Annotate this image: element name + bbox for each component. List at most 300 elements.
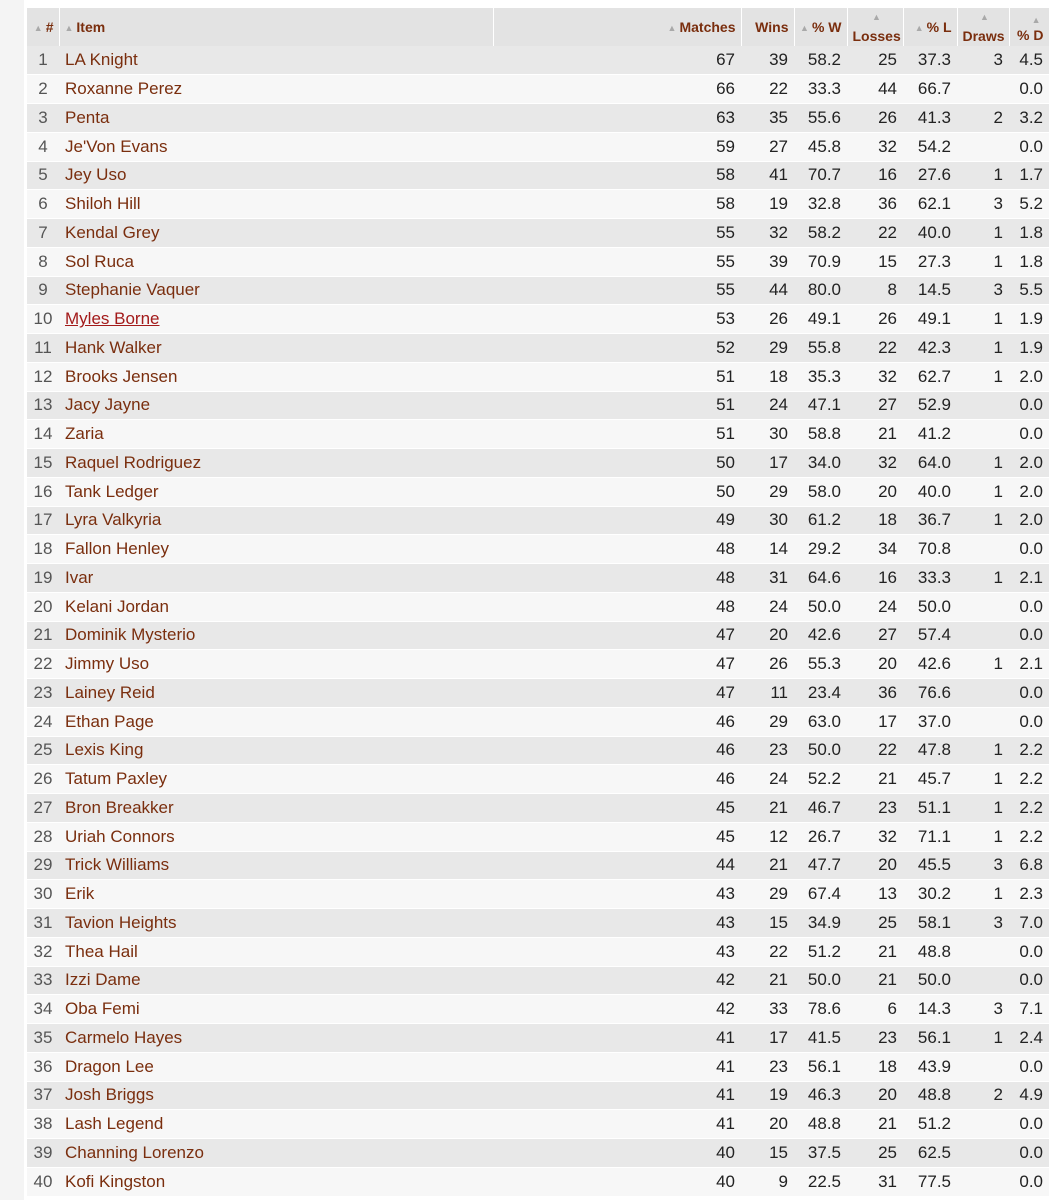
draws-cell: 3 [957,46,1009,75]
item-name-cell: Jacy Jayne [59,391,493,420]
rank-cell: 35 [27,1024,59,1053]
column-header-losses[interactable]: ▲︎ Losses [847,8,903,46]
rank-cell: 26 [27,765,59,794]
matches-cell: 51 [493,391,741,420]
wins-cell: 19 [741,1081,794,1110]
pct-w-cell: 78.6 [794,995,847,1024]
pct-l-cell: 50.0 [903,966,957,995]
column-header-matches[interactable]: ▲︎ Matches [493,8,741,46]
table-row [27,851,1049,880]
pct-l-cell: 43.9 [903,1052,957,1081]
matches-cell: 46 [493,736,741,765]
rank-cell: 28 [27,822,59,851]
matches-cell: 55 [493,276,741,305]
losses-cell: 32 [847,362,903,391]
wins-cell: 30 [741,506,794,535]
losses-cell: 21 [847,1110,903,1139]
wins-cell: 20 [741,621,794,650]
wins-cell: 20 [741,1110,794,1139]
losses-cell: 18 [847,506,903,535]
pct-w-cell: 49.1 [794,305,847,334]
pct-l-cell: 62.1 [903,190,957,219]
pct-w-cell: 70.7 [794,161,847,190]
wins-cell: 23 [741,736,794,765]
matches-cell: 52 [493,334,741,363]
pct-w-cell: 50.0 [794,592,847,621]
losses-cell: 34 [847,535,903,564]
wins-cell: 39 [741,247,794,276]
table-row [27,880,1049,909]
draws-cell [957,621,1009,650]
pct-l-cell: 14.3 [903,995,957,1024]
pct-d-cell: 0.0 [1009,75,1049,104]
table-row [27,449,1049,478]
pct-w-cell: 42.6 [794,621,847,650]
table-row [27,937,1049,966]
item-name-cell: Thea Hail [59,937,493,966]
matches-cell: 47 [493,650,741,679]
matches-cell: 44 [493,851,741,880]
matches-cell: 51 [493,362,741,391]
item-name-cell: Carmelo Hayes [59,1024,493,1053]
item-name-cell: Lexis King [59,736,493,765]
pct-l-cell: 70.8 [903,535,957,564]
matches-cell: 46 [493,707,741,736]
column-header-pct-d[interactable]: ▲︎% D [1009,8,1049,46]
matches-cell: 48 [493,535,741,564]
item-name-cell: Lyra Valkyria [59,506,493,535]
pct-l-cell: 36.7 [903,506,957,535]
wins-cell: 15 [741,1139,794,1168]
sort-arrows-icon: ▲︎ [914,23,924,33]
draws-cell: 3 [957,190,1009,219]
pct-l-cell: 76.6 [903,679,957,708]
pct-l-cell: 51.2 [903,1110,957,1139]
pct-w-cell: 58.2 [794,46,847,75]
matches-cell: 51 [493,420,741,449]
rank-cell: 22 [27,650,59,679]
pct-w-cell: 46.7 [794,794,847,823]
draws-cell: 1 [957,650,1009,679]
item-name-cell: Tank Ledger [59,477,493,506]
pct-l-cell: 48.8 [903,937,957,966]
wins-cell: 24 [741,391,794,420]
draws-cell [957,535,1009,564]
pct-d-cell: 0.0 [1009,966,1049,995]
matches-cell: 67 [493,46,741,75]
item-name-cell: Josh Briggs [59,1081,493,1110]
pct-d-cell: 4.9 [1009,1081,1049,1110]
losses-cell: 17 [847,707,903,736]
item-name-cell [59,305,493,334]
table-row [27,161,1049,190]
matches-cell: 50 [493,477,741,506]
matches-cell: 41 [493,1110,741,1139]
losses-cell: 22 [847,736,903,765]
draws-cell [957,1052,1009,1081]
table-row [27,477,1049,506]
wins-cell: 29 [741,880,794,909]
losses-cell: 20 [847,477,903,506]
wins-cell: 17 [741,1024,794,1053]
rank-cell: 10 [27,305,59,334]
pct-w-cell: 22.5 [794,1167,847,1196]
matches-cell: 55 [493,247,741,276]
wins-cell: 21 [741,851,794,880]
losses-cell: 24 [847,592,903,621]
pct-w-cell: 61.2 [794,506,847,535]
pct-w-cell: 80.0 [794,276,847,305]
draws-cell: 1 [957,219,1009,248]
wins-cell: 44 [741,276,794,305]
left-edge [0,0,24,1200]
item-name-cell: Shiloh Hill [59,190,493,219]
pct-d-cell: 0.0 [1009,621,1049,650]
pct-l-cell: 41.2 [903,420,957,449]
item-name-cell: Brooks Jensen [59,362,493,391]
item-name-cell: Channing Lorenzo [59,1139,493,1168]
pct-w-cell: 58.0 [794,477,847,506]
wins-cell: 31 [741,564,794,593]
table-row [27,736,1049,765]
pct-w-cell: 58.8 [794,420,847,449]
item-name-cell: Fallon Henley [59,535,493,564]
item-name-cell: Ivar [59,564,493,593]
pct-d-cell: 7.1 [1009,995,1049,1024]
item-link[interactable]: Myles Borne [65,309,160,329]
draws-cell: 1 [957,880,1009,909]
pct-d-cell: 4.5 [1009,46,1049,75]
draws-cell [957,707,1009,736]
pct-d-cell: 3.2 [1009,104,1049,133]
pct-l-cell: 30.2 [903,880,957,909]
losses-cell: 21 [847,937,903,966]
wins-cell: 22 [741,75,794,104]
draws-cell [957,1139,1009,1168]
pct-l-cell: 48.8 [903,1081,957,1110]
pct-w-cell: 55.8 [794,334,847,363]
wins-cell: 41 [741,161,794,190]
item-name-cell: Sol Ruca [59,247,493,276]
losses-cell: 20 [847,1081,903,1110]
wins-cell: 23 [741,1052,794,1081]
item-name-cell: Je'Von Evans [59,132,493,161]
sort-arrows-icon: ▲︎ [33,23,43,33]
pct-w-cell: 55.6 [794,104,847,133]
pct-w-cell: 47.7 [794,851,847,880]
table-row [27,822,1049,851]
pct-l-cell: 27.3 [903,247,957,276]
draws-cell: 3 [957,995,1009,1024]
item-name-cell: Trick Williams [59,851,493,880]
losses-cell: 32 [847,449,903,478]
losses-cell: 26 [847,104,903,133]
matches-cell: 40 [493,1167,741,1196]
table-row [27,679,1049,708]
rank-cell: 39 [27,1139,59,1168]
table-row [27,132,1049,161]
losses-cell: 8 [847,276,903,305]
pct-d-cell: 5.5 [1009,276,1049,305]
pct-w-cell: 46.3 [794,1081,847,1110]
pct-d-cell: 0.0 [1009,535,1049,564]
pct-d-cell: 2.2 [1009,794,1049,823]
item-name-cell: Dragon Lee [59,1052,493,1081]
wins-cell: 18 [741,362,794,391]
column-header-draws[interactable]: ▲︎ Draws [957,8,1009,46]
pct-d-cell: 1.8 [1009,219,1049,248]
table-row [27,794,1049,823]
matches-cell: 41 [493,1024,741,1053]
sort-arrows-icon: ▲︎ [667,23,677,33]
table-row [27,506,1049,535]
draws-cell: 3 [957,909,1009,938]
matches-cell: 41 [493,1052,741,1081]
matches-cell: 49 [493,506,741,535]
losses-cell: 25 [847,46,903,75]
losses-cell: 26 [847,305,903,334]
matches-cell: 45 [493,794,741,823]
matches-cell: 55 [493,219,741,248]
column-header-item[interactable]: ▲︎ Item [59,8,493,46]
losses-cell: 23 [847,1024,903,1053]
matches-cell: 43 [493,937,741,966]
rank-cell: 13 [27,391,59,420]
table-row [27,1024,1049,1053]
draws-cell: 1 [957,822,1009,851]
wins-cell: 26 [741,305,794,334]
item-name-cell: Lash Legend [59,1110,493,1139]
table-row [27,1167,1049,1196]
column-header-wins[interactable]: Wins [741,8,794,46]
table-row [27,276,1049,305]
pct-w-cell: 45.8 [794,132,847,161]
rank-cell: 21 [27,621,59,650]
pct-w-cell: 23.4 [794,679,847,708]
matches-cell: 58 [493,161,741,190]
losses-cell: 23 [847,794,903,823]
losses-cell: 16 [847,564,903,593]
losses-cell: 6 [847,995,903,1024]
losses-cell: 18 [847,1052,903,1081]
rank-cell: 23 [27,679,59,708]
draws-cell [957,75,1009,104]
draws-cell: 1 [957,334,1009,363]
draws-cell [957,1110,1009,1139]
draws-cell: 3 [957,276,1009,305]
rank-cell: 38 [27,1110,59,1139]
draws-cell: 1 [957,449,1009,478]
matches-cell: 66 [493,75,741,104]
sort-arrows-icon: ▲︎ [64,23,74,33]
item-name-cell: Tavion Heights [59,909,493,938]
table-row [27,190,1049,219]
table-row [27,592,1049,621]
rank-cell: 37 [27,1081,59,1110]
pct-d-cell: 7.0 [1009,909,1049,938]
table-row [27,564,1049,593]
pct-l-cell: 27.6 [903,161,957,190]
pct-l-cell: 42.3 [903,334,957,363]
draws-cell [957,937,1009,966]
pct-l-cell: 66.7 [903,75,957,104]
pct-w-cell: 26.7 [794,822,847,851]
sort-arrows-icon: ▲︎ [800,23,809,33]
rank-cell: 17 [27,506,59,535]
item-name-cell: Tatum Paxley [59,765,493,794]
wins-cell: 32 [741,219,794,248]
losses-cell: 44 [847,75,903,104]
pct-d-cell: 0.0 [1009,1167,1049,1196]
draws-cell: 1 [957,506,1009,535]
wins-cell: 22 [741,937,794,966]
pct-d-cell: 0.0 [1009,1110,1049,1139]
matches-cell: 42 [493,966,741,995]
item-name-cell: Hank Walker [59,334,493,363]
wins-cell: 15 [741,909,794,938]
draws-cell [957,420,1009,449]
losses-cell: 36 [847,190,903,219]
rank-cell: 27 [27,794,59,823]
wins-cell: 30 [741,420,794,449]
wins-cell: 35 [741,104,794,133]
pct-d-cell: 0.0 [1009,592,1049,621]
rank-cell: 33 [27,966,59,995]
table-row [27,334,1049,363]
losses-cell: 36 [847,679,903,708]
item-name-cell: Jey Uso [59,161,493,190]
header-row [27,8,1049,46]
column-header-pct-w[interactable]: ▲︎ % W [794,8,847,46]
wins-cell: 39 [741,46,794,75]
pct-w-cell: 50.0 [794,966,847,995]
pct-l-cell: 52.9 [903,391,957,420]
draws-cell [957,391,1009,420]
matches-cell: 58 [493,190,741,219]
pct-l-cell: 14.5 [903,276,957,305]
rank-cell: 6 [27,190,59,219]
table-row [27,966,1049,995]
pct-l-cell: 33.3 [903,564,957,593]
pct-d-cell: 2.2 [1009,736,1049,765]
matches-cell: 47 [493,679,741,708]
rank-cell: 1 [27,46,59,75]
losses-cell: 31 [847,1167,903,1196]
losses-cell: 32 [847,132,903,161]
wins-cell: 24 [741,765,794,794]
pct-d-cell: 2.0 [1009,477,1049,506]
losses-cell: 27 [847,621,903,650]
item-name-cell: Kendal Grey [59,219,493,248]
table-row [27,75,1049,104]
losses-cell: 25 [847,1139,903,1168]
rank-cell: 4 [27,132,59,161]
draws-cell: 1 [957,765,1009,794]
pct-l-cell: 45.5 [903,851,957,880]
pct-w-cell: 56.1 [794,1052,847,1081]
rank-cell: 12 [27,362,59,391]
pct-d-cell: 1.9 [1009,334,1049,363]
losses-cell: 15 [847,247,903,276]
wins-cell: 27 [741,132,794,161]
table-row [27,535,1049,564]
item-name-cell: Penta [59,104,493,133]
pct-d-cell: 2.0 [1009,362,1049,391]
pct-w-cell: 70.9 [794,247,847,276]
matches-cell: 42 [493,995,741,1024]
wins-cell: 21 [741,794,794,823]
table-row [27,219,1049,248]
matches-cell: 46 [493,765,741,794]
pct-l-cell: 71.1 [903,822,957,851]
pct-l-cell: 49.1 [903,305,957,334]
losses-cell: 20 [847,650,903,679]
rank-cell: 8 [27,247,59,276]
table-row [27,1052,1049,1081]
rank-cell: 16 [27,477,59,506]
losses-cell: 21 [847,420,903,449]
pct-l-cell: 54.2 [903,132,957,161]
pct-l-cell: 45.7 [903,765,957,794]
rank-cell: 31 [27,909,59,938]
pct-w-cell: 34.0 [794,449,847,478]
matches-cell: 45 [493,822,741,851]
pct-d-cell: 1.9 [1009,305,1049,334]
rank-cell: 25 [27,736,59,765]
wins-cell: 29 [741,707,794,736]
pct-w-cell: 34.9 [794,909,847,938]
matches-cell: 43 [493,909,741,938]
pct-d-cell: 1.8 [1009,247,1049,276]
pct-d-cell: 0.0 [1009,391,1049,420]
rank-cell: 29 [27,851,59,880]
losses-cell: 20 [847,851,903,880]
losses-cell: 16 [847,161,903,190]
table-row [27,650,1049,679]
pct-d-cell: 2.0 [1009,506,1049,535]
wins-cell: 9 [741,1167,794,1196]
wins-cell: 29 [741,334,794,363]
draws-cell: 3 [957,851,1009,880]
pct-w-cell: 32.8 [794,190,847,219]
table-body [27,46,1049,1196]
draws-cell: 2 [957,104,1009,133]
column-header-pct-l[interactable]: ▲︎ % L [903,8,957,46]
rank-cell: 9 [27,276,59,305]
rank-cell: 2 [27,75,59,104]
item-name-cell: Kofi Kingston [59,1167,493,1196]
stats-table [27,8,1050,1197]
item-name-cell: Izzi Dame [59,966,493,995]
pct-l-cell: 41.3 [903,104,957,133]
rank-cell: 20 [27,592,59,621]
wins-cell: 12 [741,822,794,851]
rank-cell: 3 [27,104,59,133]
column-header-rank[interactable]: ▲︎ # [27,8,59,46]
item-name-cell: Raquel Rodriguez [59,449,493,478]
draws-cell: 2 [957,1081,1009,1110]
rank-cell: 32 [27,937,59,966]
table-row [27,362,1049,391]
pct-d-cell: 2.1 [1009,650,1049,679]
item-name-cell: Ethan Page [59,707,493,736]
rank-cell: 19 [27,564,59,593]
table-row [27,305,1049,334]
matches-cell: 40 [493,1139,741,1168]
item-name-cell: Uriah Connors [59,822,493,851]
matches-cell: 48 [493,564,741,593]
pct-w-cell: 48.8 [794,1110,847,1139]
